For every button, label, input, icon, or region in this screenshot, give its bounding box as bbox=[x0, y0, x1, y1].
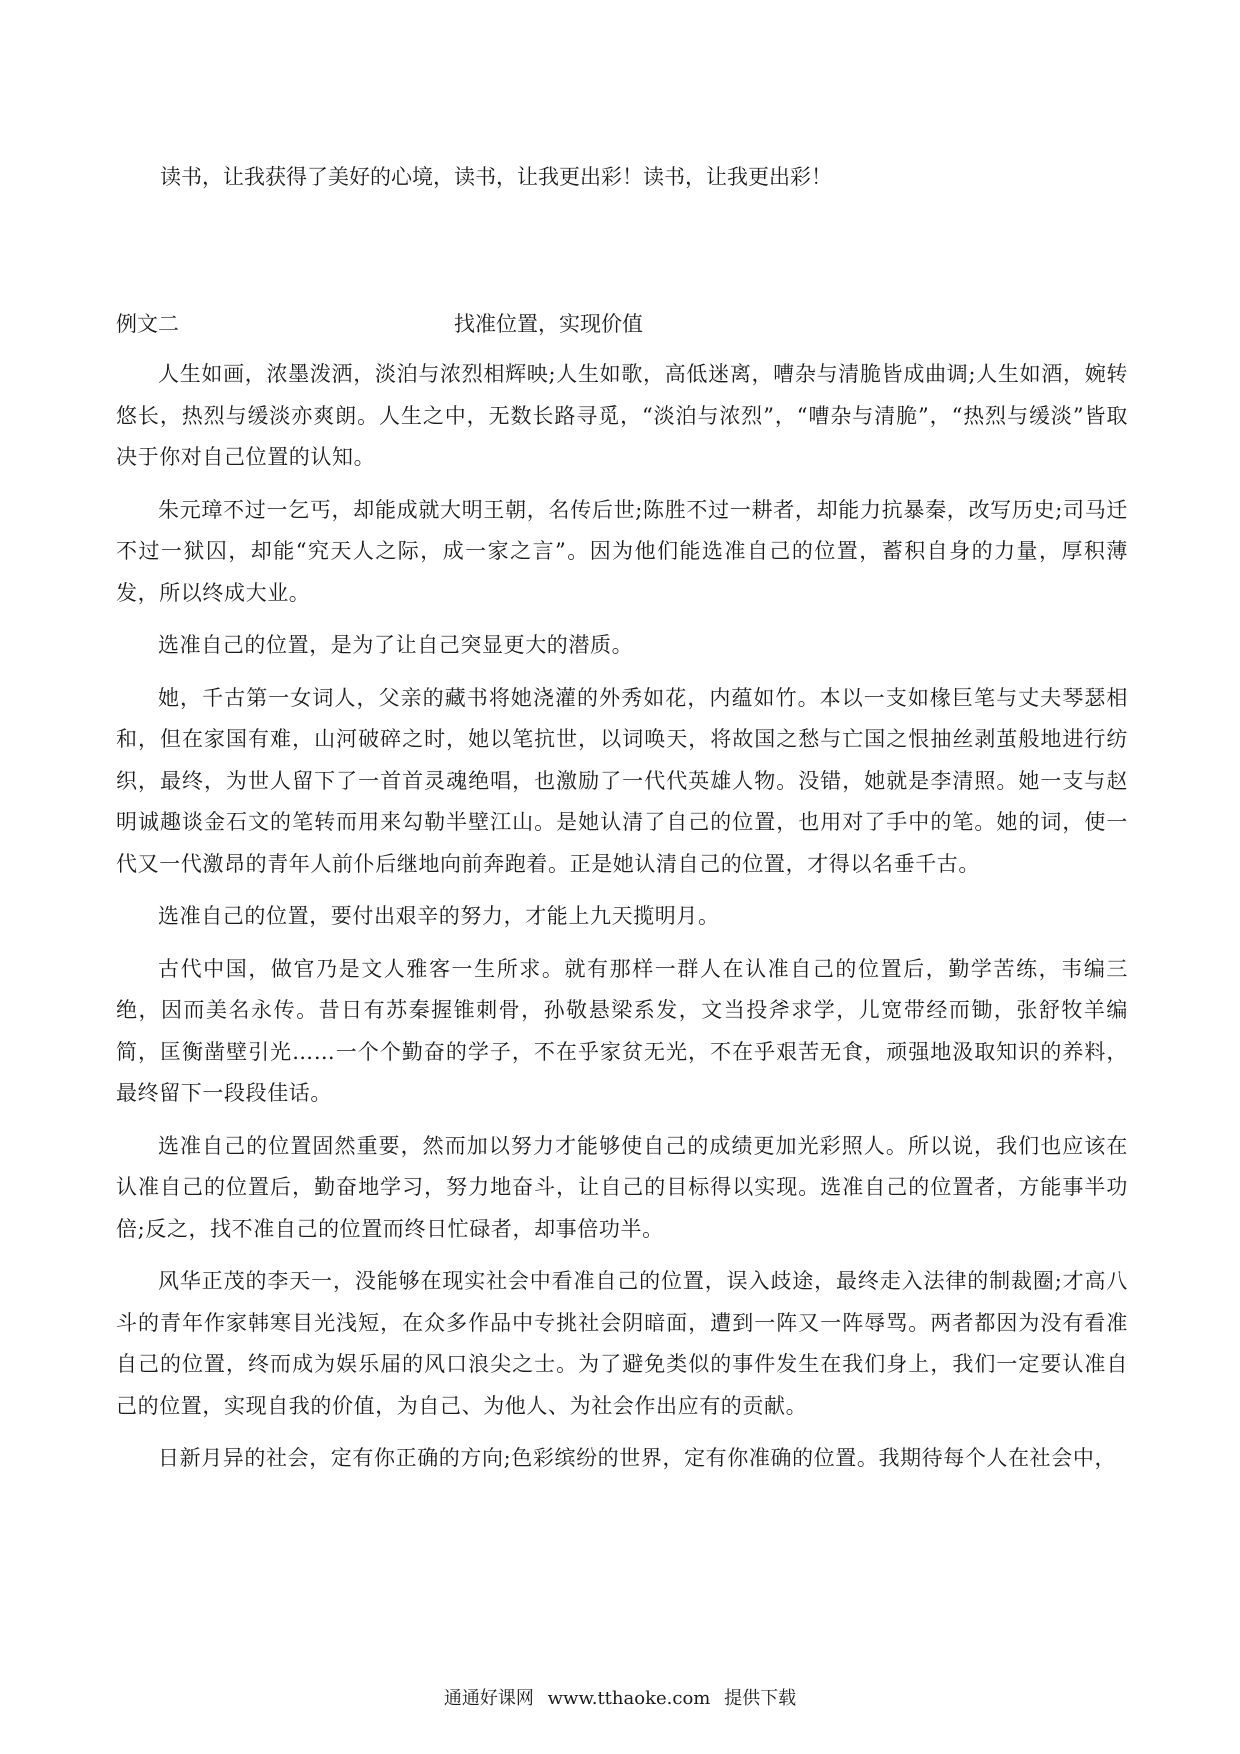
paragraph: 她，千古第一女词人，父亲的藏书将她浇灌的外秀如花，内蕴如竹。本以一支如椽巨笔与丈夫琴瑟相和，但在家国有难，山河破碎之时，她以笔抗世，以词唤天，将故国之愁与亡国之恨抽丝剥茧般地进行纺织，最终，为世人留下了一首首灵魂绝唱，也激励了一代代英雄人物。没错，她就是李清照。她一支与赵明诚趣谈金石文的笔转而用来勾勒半壁江山。是她认清了自己的位置，也用对了手中的笔。她的词，使一代又一代激昂的青年人前仆后继地向前奔跑着。正是她认清自己的位置，才得以名垂千古。 bbox=[116, 685, 1128, 876]
footer-site-name: 通通好课网 bbox=[443, 1688, 534, 1709]
intro-line: 读书，让我获得了美好的心境，读书，让我更出彩！读书，让我更出彩！ bbox=[160, 165, 832, 189]
paragraph: 古代中国，做官乃是文人雅客一生所求。就有那样一群人在认准自己的位置后，勤学苦练，韦编三绝，因而美名永传。昔日有苏秦握锥刺骨，孙敬悬梁系发，文当投斧求学，儿宽带经而锄，张舒牧羊编简，匡衡凿壁引光……一个个勤奋的学子，不在乎家贫无光，不在乎艰苦无食，顽强地汲取知识的养料，最终留下一段段佳话。 bbox=[116, 956, 1128, 1105]
paragraph: 朱元璋不过一乞丐，却能成就大明王朝，名传后世;陈胜不过一耕者，却能力抗暴秦，改写历史;司马迁不过一狱囚，却能“究天人之际，成一家之言”。因为他们能选准自己的位置，蓄积自身的力量，厚积薄发，所以终成大业。 bbox=[116, 497, 1128, 605]
footer-url: www.tthaoke.com bbox=[547, 1688, 711, 1709]
paragraph: 风华正茂的李天一，没能够在现实社会中看准自己的位置，误入歧途，最终走入法律的制裁圈;才高八斗的青年作家韩寒目光浅短，在众多作品中专挑社会阴暗面，遭到一阵又一阵辱骂。两者都因为没有看准自己的位置，终而成为娱乐届的风口浪尖之士。为了避免类似的事件发生在我们身上，我们一定要认准自己的位置，实现自我的价值，为自己、为他人、为社会作出应有的贡献。 bbox=[116, 1269, 1128, 1418]
paragraph: 选准自己的位置，是为了让自己突显更大的潜质。 bbox=[158, 633, 634, 657]
paragraph: 选准自己的位置固然重要，然而加以努力才能够使自己的成绩更加光彩照人。所以说，我们也应该在认准自己的位置后，勤奋地学习，努力地奋斗，让自己的目标得以实现。选准自己的位置者，方能事半功倍;反之，找不准自己的位置而终日忙碌者，却事倍功半。 bbox=[116, 1133, 1128, 1241]
paragraph: 人生如画，浓墨泼洒，淡泊与浓烈相辉映;人生如歌，高低迷离，嘈杂与清脆皆成曲调;人生如酒，婉转悠长，热烈与缓淡亦爽朗。人生之中，无数长路寻觅，“淡泊与浓烈”，“嘈杂与清脆”，“热烈与缓淡”皆取决于你对自己位置的认知。 bbox=[116, 362, 1128, 469]
essay-body bbox=[116, 354, 1128, 1491]
section-heading bbox=[116, 307, 1126, 341]
footer-note: 提供下载 bbox=[724, 1688, 797, 1709]
section-label: 例文二 bbox=[116, 312, 179, 336]
paragraph: 选准自己的位置，要付出艰辛的努力，才能上九天揽明月。 bbox=[158, 904, 720, 928]
section-title: 找准位置，实现价值 bbox=[454, 312, 643, 336]
paragraph: 日新月异的社会，定有你正确的方向;色彩缤纷的世界，定有你准确的位置。我期待每个人在社会中， bbox=[158, 1446, 1117, 1470]
page-footer bbox=[0, 1686, 1240, 1712]
